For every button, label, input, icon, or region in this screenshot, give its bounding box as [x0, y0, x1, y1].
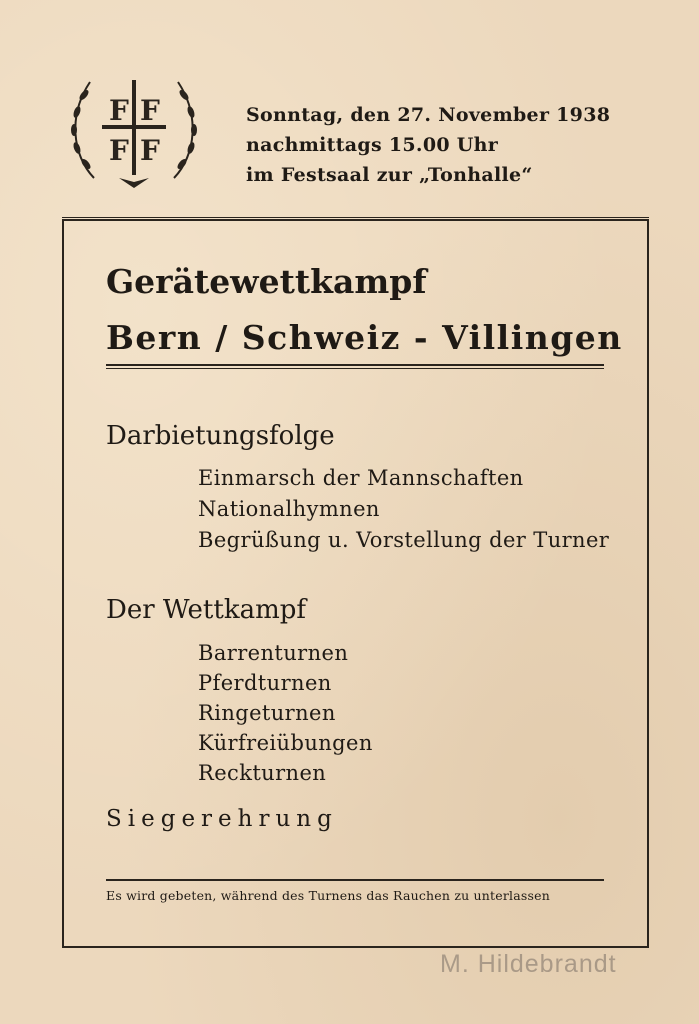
- event-info: [246, 100, 610, 190]
- watermark: M. Hildebrandt: [440, 950, 617, 978]
- svg-text:F: F: [140, 134, 160, 167]
- program-heading: Darbietungsfolge: [106, 421, 335, 451]
- program-item: Nationalhymnen: [198, 497, 380, 521]
- footnote-rule: [106, 879, 604, 881]
- competition-heading: Der Wettkampf: [106, 595, 306, 625]
- award-ceremony: Siegerehrung: [106, 806, 338, 832]
- event-venue: im Festsaal zur „Tonhalle“: [246, 164, 533, 186]
- event-time: nachmittags 15.00 Uhr: [246, 134, 499, 156]
- title-rule-upper: [106, 364, 604, 366]
- program-item: Begrüßung u. Vorstellung der Turner: [198, 528, 610, 552]
- svg-text:F: F: [109, 134, 129, 167]
- page-subtitle: Bern / Schweiz - Villingen: [106, 318, 623, 357]
- svg-text:F: F: [140, 94, 160, 127]
- frame-top-rule: [62, 217, 649, 218]
- competition-item: Barrenturnen: [198, 641, 349, 665]
- no-smoking-note: Es wird gebeten, während des Turnens das Rauchen zu unterlassen: [106, 888, 550, 903]
- competition-item: Reckturnen: [198, 761, 327, 785]
- page-title: Gerätewettkampf: [106, 262, 427, 301]
- title-rule-lower: [106, 368, 604, 369]
- program-item: Einmarsch der Mannschaften: [198, 466, 524, 490]
- competition-item: Pferdturnen: [198, 671, 332, 695]
- competition-item: Ringeturnen: [198, 701, 336, 725]
- svg-text:F: F: [109, 94, 129, 127]
- event-date: Sonntag, den 27. November 1938: [246, 104, 611, 126]
- turner-cross-wreath-icon: [64, 60, 204, 195]
- competition-item: Kürfreiübungen: [198, 731, 373, 755]
